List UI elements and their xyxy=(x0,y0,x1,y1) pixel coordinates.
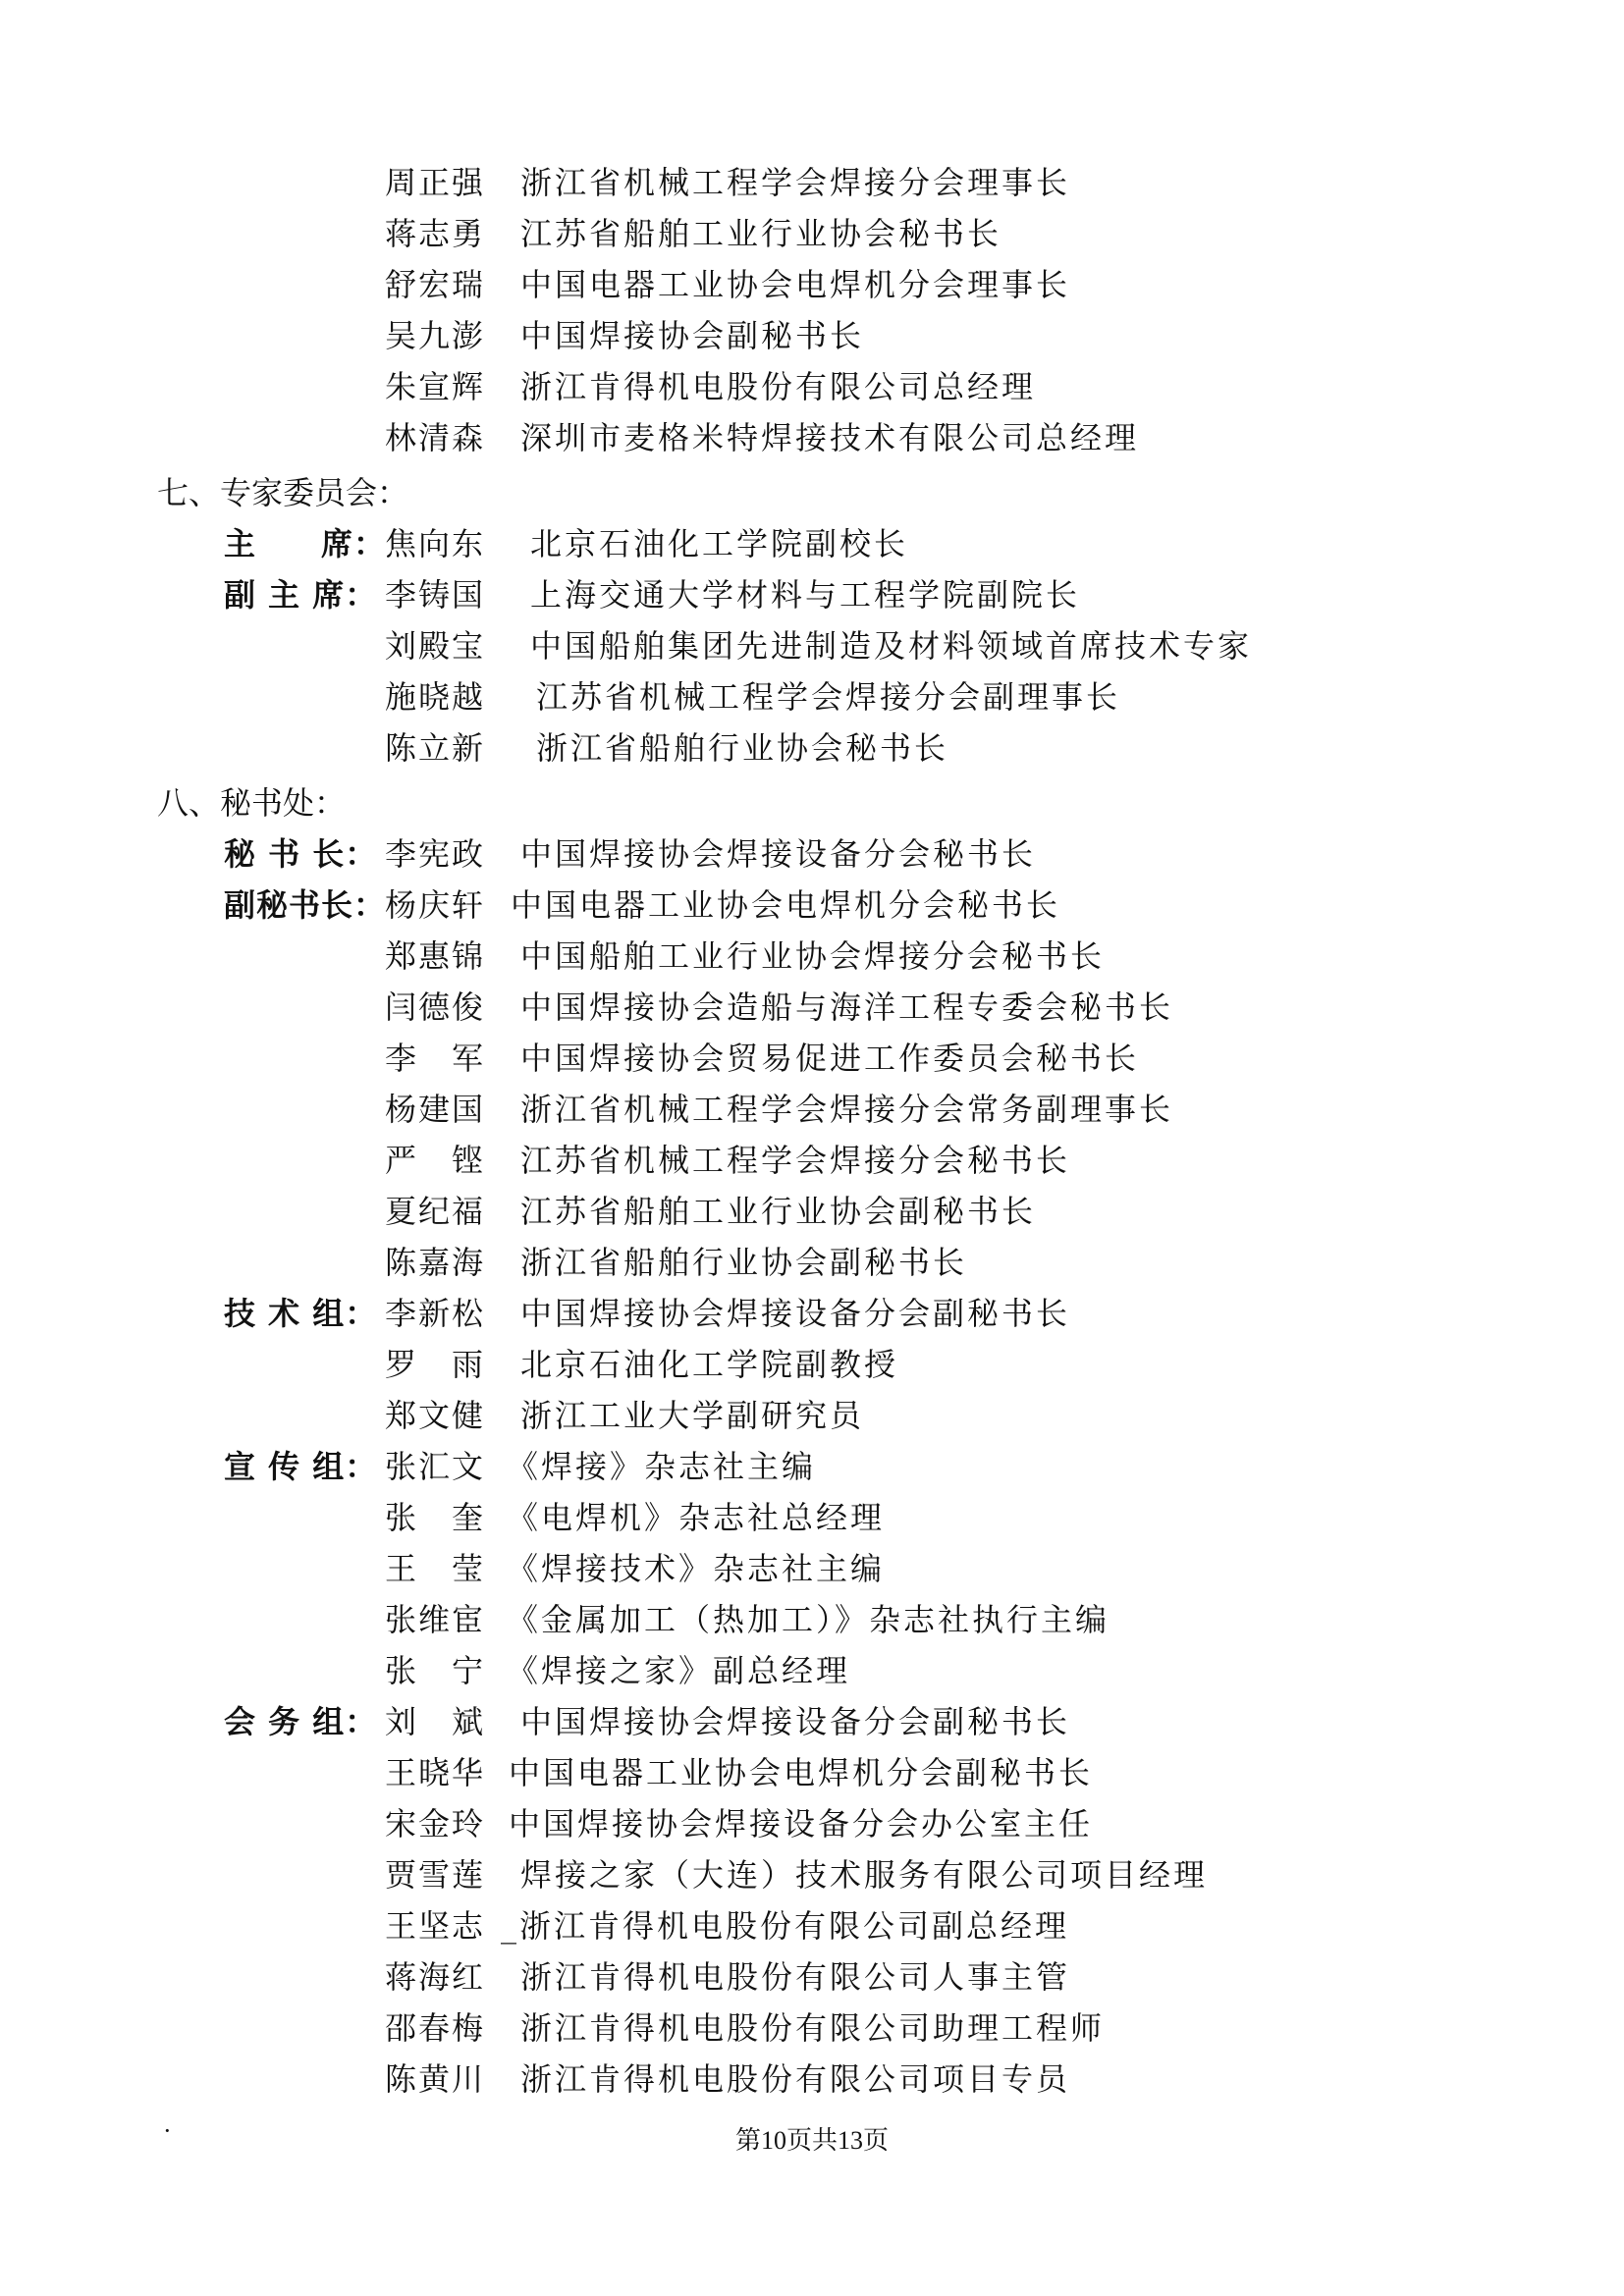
member-name: 邵春梅 xyxy=(385,2009,486,2047)
member-name: 王 莹 xyxy=(385,1550,486,1587)
role-label: 技 术 组： xyxy=(224,1295,378,1332)
member-name: 刘 斌 xyxy=(385,1703,486,1740)
member-title: 江苏省机械工程学会焊接分会副理事长 xyxy=(536,678,1121,716)
member-name: 林清森 xyxy=(385,419,486,456)
member-title: 浙江肯得机电股份有限公司人事主管 xyxy=(520,1958,1071,1996)
member-name: 舒宏瑞 xyxy=(385,266,486,303)
member-name: 焦向东 xyxy=(385,525,486,562)
member-name: 李新松 xyxy=(385,1295,486,1332)
member-title: 中国船舶集团先进制造及材料领域首席技术专家 xyxy=(530,627,1253,665)
member-name: 吴九澎 xyxy=(385,317,486,354)
member-name: 朱宣辉 xyxy=(385,368,486,405)
member-name: 蒋志勇 xyxy=(385,215,486,252)
member-title: 中国焊接协会焊接设备分会秘书长 xyxy=(520,835,1037,873)
member-title: 北京石油化工学院副校长 xyxy=(530,525,909,562)
page-number: 第10页共13页 xyxy=(734,2126,889,2155)
member-name: 张维宦 xyxy=(385,1601,486,1638)
member-name: 宋金玲 xyxy=(385,1805,486,1842)
member-name: 张 奎 xyxy=(385,1499,486,1536)
member-name: 郑惠锦 xyxy=(385,937,486,975)
member-title: 中国电器工业协会电焊机分会副秘书长 xyxy=(509,1754,1094,1791)
member-title: 中国焊接协会造船与海洋工程专委会秘书长 xyxy=(520,988,1174,1026)
member-name: 陈立新 xyxy=(385,729,486,767)
member-title: 北京石油化工学院副教授 xyxy=(520,1346,899,1383)
member-title: 中国焊接协会焊接设备分会副秘书长 xyxy=(520,1295,1071,1332)
member-title: 《焊接之家》副总经理 xyxy=(507,1652,851,1689)
member-name: 陈嘉海 xyxy=(385,1244,486,1281)
member-title: 浙江工业大学副研究员 xyxy=(520,1397,865,1434)
member-name: 周正强 xyxy=(385,164,486,201)
member-name: 陈黄川 xyxy=(385,2060,486,2098)
member-name: 李 军 xyxy=(385,1040,486,1077)
section-title-expert-committee: 七、专家委员会： xyxy=(157,474,409,511)
member-name: 杨庆轩 xyxy=(385,886,486,924)
member-title: 《焊接技术》杂志社主编 xyxy=(507,1550,886,1587)
member-title: 中国焊接协会焊接设备分会办公室主任 xyxy=(509,1805,1094,1842)
member-title: 中国船舶工业行业协会焊接分会秘书长 xyxy=(520,937,1106,975)
member-name: 严 铿 xyxy=(385,1142,486,1179)
member-name: 李宪政 xyxy=(385,835,486,873)
member-name: 李铸国 xyxy=(385,576,486,614)
member-title: 中国电器工业协会电焊机分会秘书长 xyxy=(511,886,1061,924)
member-name: 张汇文 xyxy=(385,1448,486,1485)
member-title: 江苏省船舶工业行业协会副秘书长 xyxy=(520,1193,1037,1230)
member-name: 蒋海红 xyxy=(385,1958,486,1996)
member-name: 郑文健 xyxy=(385,1397,486,1434)
role-label: 副秘书长： xyxy=(224,886,387,924)
member-name: 闫德俊 xyxy=(385,988,486,1026)
role-label: 宣 传 组： xyxy=(224,1448,378,1485)
member-title: _浙江肯得机电股份有限公司副总经理 xyxy=(501,1907,1070,1945)
member-name: 王晓华 xyxy=(385,1754,486,1791)
member-title: 中国焊接协会副秘书长 xyxy=(520,317,865,354)
member-name: 夏纪福 xyxy=(385,1193,486,1230)
footer-dot: · xyxy=(163,2116,172,2145)
role-label: 秘 书 长： xyxy=(224,835,378,873)
member-name: 刘殿宝 xyxy=(385,627,486,665)
member-name: 张 宁 xyxy=(385,1652,486,1689)
member-title: 《焊接》杂志社主编 xyxy=(507,1448,817,1485)
member-title: 焊接之家（大连）技术服务有限公司项目经理 xyxy=(520,1856,1209,1894)
member-title: 浙江省机械工程学会焊接分会理事长 xyxy=(520,164,1071,201)
member-title: 浙江肯得机电股份有限公司总经理 xyxy=(520,368,1037,405)
member-title: 浙江省船舶行业协会秘书长 xyxy=(536,729,949,767)
member-name: 罗 雨 xyxy=(385,1346,486,1383)
role-label: 主 席： xyxy=(224,525,387,562)
member-title: 《电焊机》杂志社总经理 xyxy=(507,1499,886,1536)
member-name: 王坚志 xyxy=(385,1907,486,1945)
member-title: 江苏省机械工程学会焊接分会秘书长 xyxy=(520,1142,1071,1179)
member-name: 杨建国 xyxy=(385,1091,486,1128)
member-title: 浙江省机械工程学会焊接分会常务副理事长 xyxy=(520,1091,1174,1128)
role-label: 副 主 席： xyxy=(224,576,378,614)
role-label: 会 务 组： xyxy=(224,1703,378,1740)
member-title: 浙江肯得机电股份有限公司助理工程师 xyxy=(520,2009,1106,2047)
member-name: 贾雪莲 xyxy=(385,1856,486,1894)
member-title: 中国焊接协会贸易促进工作委员会秘书长 xyxy=(520,1040,1140,1077)
member-title: 中国电器工业协会电焊机分会理事长 xyxy=(520,266,1071,303)
member-name: 施晓越 xyxy=(385,678,486,716)
member-title: 上海交通大学材料与工程学院副院长 xyxy=(530,576,1081,614)
member-title: 浙江肯得机电股份有限公司项目专员 xyxy=(520,2060,1071,2098)
member-title: 深圳市麦格米特焊接技术有限公司总经理 xyxy=(520,419,1140,456)
member-title: 中国焊接协会焊接设备分会副秘书长 xyxy=(520,1703,1071,1740)
member-title: 江苏省船舶工业行业协会秘书长 xyxy=(520,215,1002,252)
member-title: 浙江省船舶行业协会副秘书长 xyxy=(520,1244,968,1281)
member-title: 《金属加工（热加工）》杂志社执行主编 xyxy=(507,1601,1110,1638)
section-title-secretariat: 八、秘书处： xyxy=(157,784,347,822)
